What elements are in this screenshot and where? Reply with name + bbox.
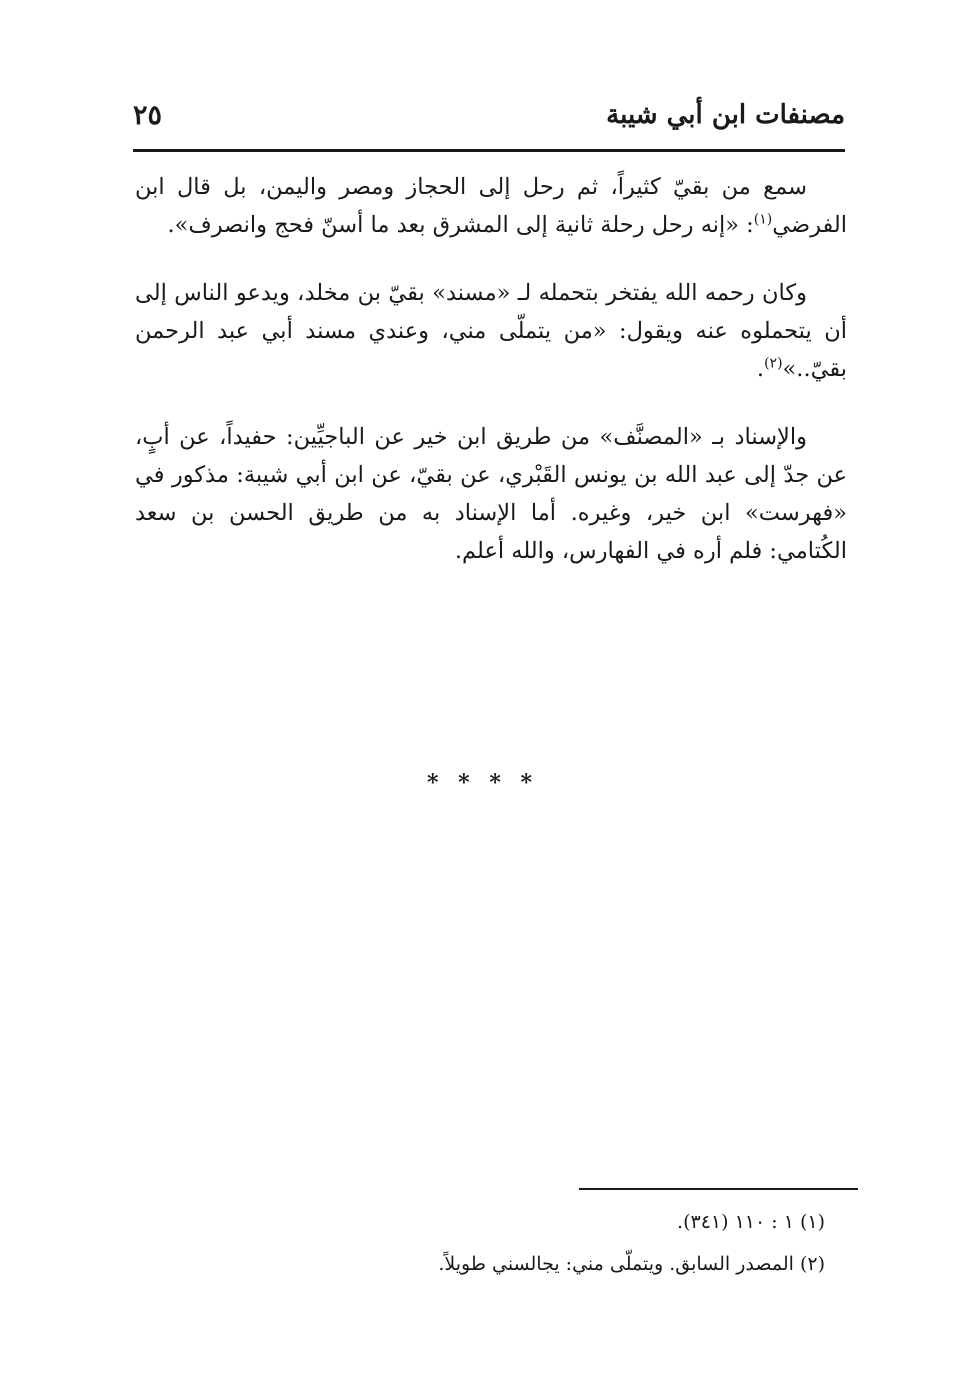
footnote-ref-2: (٢) bbox=[764, 355, 783, 372]
running-title: مصنفات ابن أبي شيبة bbox=[606, 100, 845, 130]
page-number: ٢٥ bbox=[133, 100, 163, 131]
paragraph-3 bbox=[135, 418, 847, 570]
paragraph-1-text-end: : «إنه رحل رحلة ثانية إلى المشرق بعد ما أسنّ فحج وانصرف». bbox=[167, 212, 754, 238]
footnote-ref-1: (١) bbox=[753, 211, 773, 228]
section-divider: * * * * bbox=[427, 770, 538, 796]
paragraph-2-text-end: . bbox=[756, 356, 765, 382]
paragraph-2 bbox=[135, 274, 847, 388]
page-header bbox=[133, 96, 845, 146]
paragraph-3-text: والإسناد بـ «المصنَّف» من طريق ابن خير عن الباجيِّين: حفيداً، عن أبٍ، عن جدّ إلى عبد الله بن يونس القَبْري، عن بقيّ، عن ابن أبي شيبة: مذكور في «فهرست» ابن خير، وغيره. أما الإسناد به من طريق الحسن بن سعد الكُتامي: فلم أره في الفهارس، والله أعلم. bbox=[135, 424, 847, 564]
main-text bbox=[135, 168, 847, 600]
paragraph-1-text: سمع من بقيّ كثيراً، ثم رحل إلى الحجاز ومصر واليمن، بل قال ابن الفرضي bbox=[135, 174, 847, 238]
footnote-rule bbox=[579, 1188, 858, 1190]
header-rule bbox=[133, 149, 845, 152]
footnotes bbox=[300, 1204, 825, 1288]
paragraph-2-text: وكان رحمه الله يفتخر بتحمله لـ «مسند» بقيّ بن مخلد، ويدعو الناس إلى أن يتحملوه عنه ويقول: «من يتملّى مني، وعندي مسند أبي عبد الرحمن بقيّ..» bbox=[135, 280, 847, 382]
paragraph-1 bbox=[135, 168, 847, 244]
footnote-1: (١) ١ : ١١٠ (٣٤١). bbox=[677, 1211, 825, 1233]
footnote-2: (٢) المصدر السابق. ويتملّى مني: يجالسني طويلاً. bbox=[438, 1253, 825, 1275]
